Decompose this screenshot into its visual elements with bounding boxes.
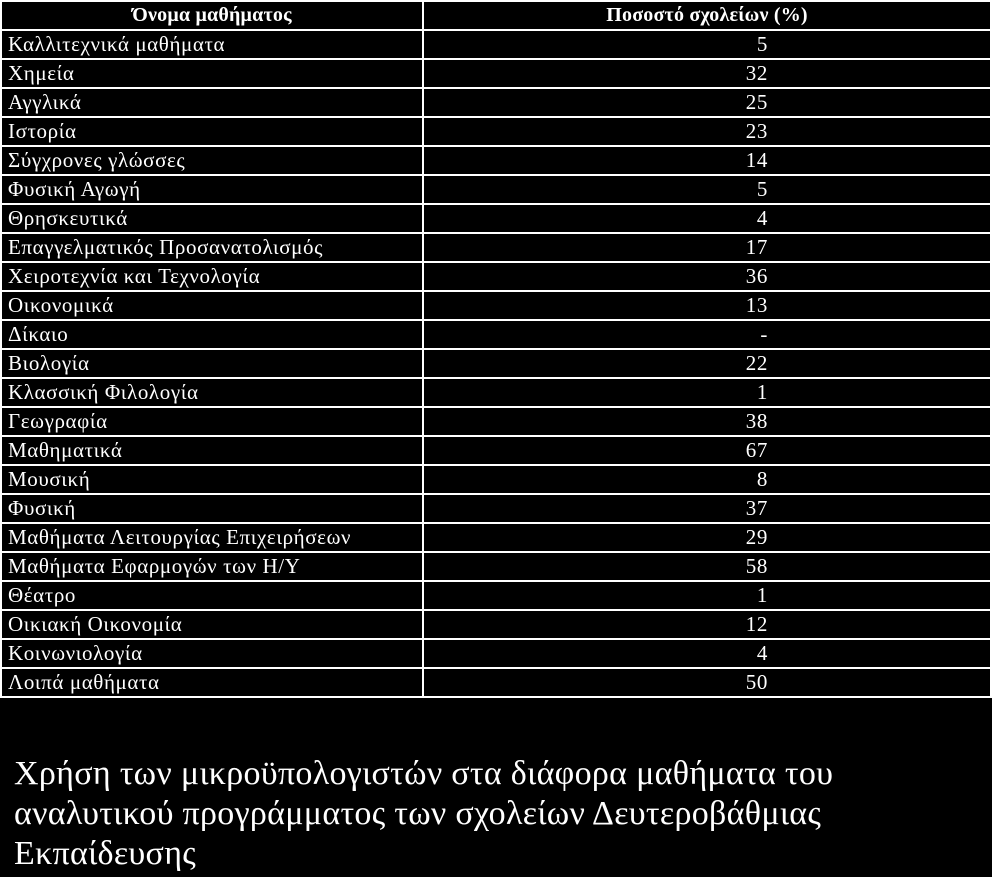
school-percentage-cell: 17 bbox=[423, 233, 991, 262]
subject-name-cell: Οικονομικά bbox=[1, 291, 423, 320]
subject-name-cell: Βιολογία bbox=[1, 349, 423, 378]
subject-name-cell: Αγγλικά bbox=[1, 88, 423, 117]
subject-name-cell: Γεωγραφία bbox=[1, 407, 423, 436]
school-percentage-cell: 5 bbox=[423, 30, 991, 59]
table-row bbox=[1, 465, 991, 494]
school-percentage-cell: - bbox=[423, 320, 991, 349]
subject-name-cell: Επαγγελματικός Προσανατολισμός bbox=[1, 233, 423, 262]
school-percentage-cell: 50 bbox=[423, 668, 991, 697]
table-row bbox=[1, 494, 991, 523]
subject-name-cell: Μουσική bbox=[1, 465, 423, 494]
school-percentage-cell: 38 bbox=[423, 407, 991, 436]
school-percentage-cell: 67 bbox=[423, 436, 991, 465]
school-percentage-cell: 1 bbox=[423, 378, 991, 407]
subject-name-cell: Χημεία bbox=[1, 59, 423, 88]
table-row bbox=[1, 88, 991, 117]
table-header bbox=[1, 1, 991, 30]
table-row bbox=[1, 262, 991, 291]
table-row bbox=[1, 378, 991, 407]
table-body bbox=[1, 30, 991, 697]
subject-name-cell: Οικιακή Οικονομία bbox=[1, 610, 423, 639]
table-row bbox=[1, 117, 991, 146]
school-percentage-cell: 37 bbox=[423, 494, 991, 523]
table-row bbox=[1, 407, 991, 436]
school-percentage-cell: 4 bbox=[423, 204, 991, 233]
table-row bbox=[1, 610, 991, 639]
table-row bbox=[1, 30, 991, 59]
table-row bbox=[1, 668, 991, 697]
subject-name-cell: Κοινωνιολογία bbox=[1, 639, 423, 668]
table-row bbox=[1, 291, 991, 320]
table-row bbox=[1, 204, 991, 233]
table-row bbox=[1, 320, 991, 349]
subject-name-cell: Σύγχρονες γλώσσες bbox=[1, 146, 423, 175]
table-row bbox=[1, 639, 991, 668]
table-row bbox=[1, 146, 991, 175]
school-percentage-cell: 25 bbox=[423, 88, 991, 117]
subject-name-cell: Καλλιτεχνικά μαθήματα bbox=[1, 30, 423, 59]
school-percentage-cell: 29 bbox=[423, 523, 991, 552]
table-row bbox=[1, 59, 991, 88]
subject-name-cell: Θρησκευτικά bbox=[1, 204, 423, 233]
table-row bbox=[1, 581, 991, 610]
subject-name-cell: Δίκαιο bbox=[1, 320, 423, 349]
subject-name-cell: Μαθηματικά bbox=[1, 436, 423, 465]
header-subject-name: Όνομα μαθήματος bbox=[1, 1, 423, 30]
table-row bbox=[1, 233, 991, 262]
subject-name-cell: Ιστορία bbox=[1, 117, 423, 146]
school-percentage-cell: 12 bbox=[423, 610, 991, 639]
school-percentage-cell: 14 bbox=[423, 146, 991, 175]
school-percentage-cell: 13 bbox=[423, 291, 991, 320]
school-percentage-cell: 8 bbox=[423, 465, 991, 494]
school-percentage-cell: 22 bbox=[423, 349, 991, 378]
subject-name-cell: Φυσική bbox=[1, 494, 423, 523]
school-percentage-cell: 1 bbox=[423, 581, 991, 610]
school-percentage-cell: 58 bbox=[423, 552, 991, 581]
header-row bbox=[1, 1, 991, 30]
table-row bbox=[1, 523, 991, 552]
table-row bbox=[1, 175, 991, 204]
subject-name-cell: Κλασσική Φιλολογία bbox=[1, 378, 423, 407]
table-row bbox=[1, 349, 991, 378]
school-percentage-cell: 23 bbox=[423, 117, 991, 146]
subject-name-cell: Λοιπά μαθήματα bbox=[1, 668, 423, 697]
school-percentage-cell: 5 bbox=[423, 175, 991, 204]
subject-name-cell: Φυσική Αγωγή bbox=[1, 175, 423, 204]
subject-name-cell: Χειροτεχνία και Τεχνολογία bbox=[1, 262, 423, 291]
table-caption: Χρήση των μικροϋπολογιστών στα διάφορα μαθήματα του αναλυτικού προγράμματος των σχολείων Δευτεροβάθμιας Εκπαίδευσης bbox=[0, 748, 992, 877]
subject-name-cell: Μαθήματα Λειτουργίας Επιχειρήσεων bbox=[1, 523, 423, 552]
subject-name-cell: Μαθήματα Εφαρμογών των Η/Υ bbox=[1, 552, 423, 581]
header-school-percentage: Ποσοστό σχολείων (%) bbox=[423, 1, 991, 30]
school-percentage-cell: 32 bbox=[423, 59, 991, 88]
subject-name-cell: Θέατρο bbox=[1, 581, 423, 610]
school-percentage-cell: 4 bbox=[423, 639, 991, 668]
table-row bbox=[1, 436, 991, 465]
table-row bbox=[1, 552, 991, 581]
school-percentage-cell: 36 bbox=[423, 262, 991, 291]
